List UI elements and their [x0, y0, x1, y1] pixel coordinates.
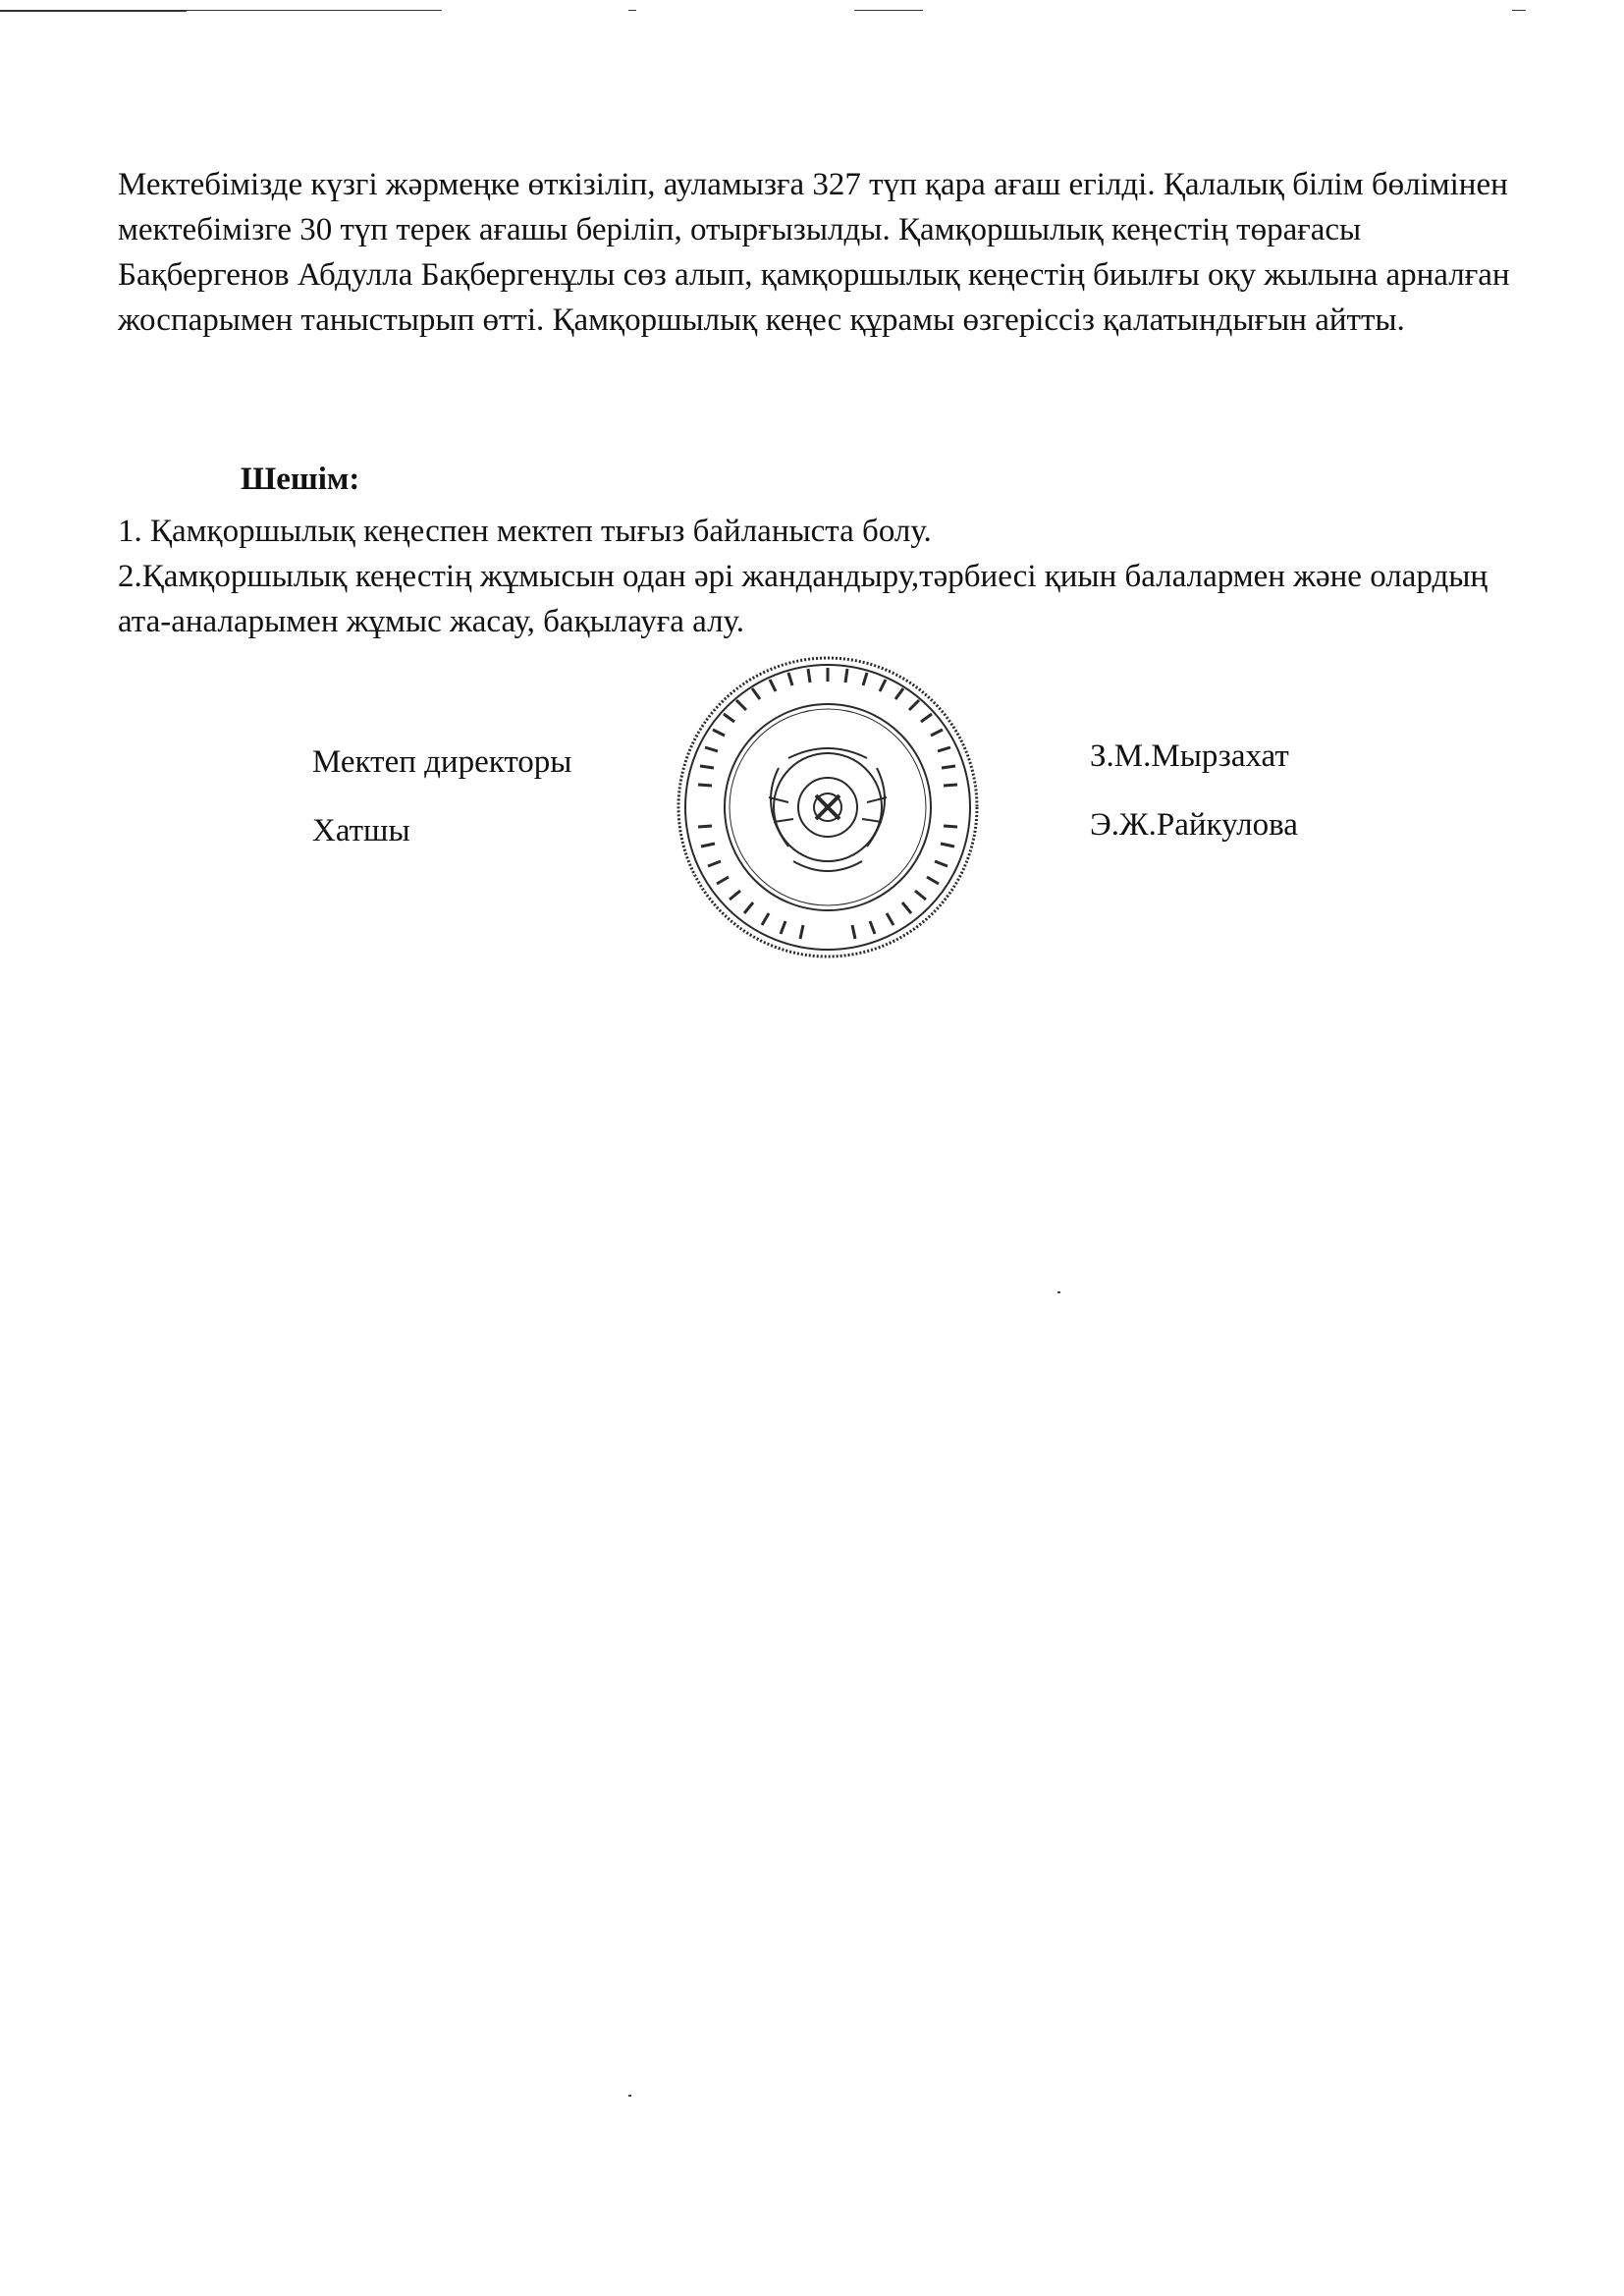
body-paragraph: Мектебімізде күзгі жәрмеңке өткізіліп, ауламызға 327 түп қара ағаш егілді. Қалалық білім бөлімінен мектебімізге 30 түп терек ағашы беріліп, отырғызылды. Қамқоршылық кеңестің төрағасы Бақбергенов Абдулла Бақбергенұлы сөз алып, қамқоршылық кеңестің биылғы оқу жылына арналған жоспарымен таныстырып өтті. Қамқоршылық кеңес құрамы өзгеріссіз қалатындығын айтты.: [118, 167, 1510, 338]
decision-item: 2.Қамқоршылық кеңестің жұмысын одан әрі жандандыру,тәрбиесі қиын балалармен және олардың ата-аналарымен жұмыс жасау, бақылауға алу.: [118, 559, 1489, 639]
scan-artifact-line: [0, 10, 187, 12]
director-name: З.М.Мырзахат: [1090, 738, 1289, 774]
scan-artifact-line: [854, 10, 923, 11]
director-title: Мектеп директоры: [312, 744, 572, 780]
decision-item: 1. Қамқоршылық кеңеспен мектеп тығыз байланыста болу.: [118, 514, 932, 549]
scan-speck: [628, 2095, 631, 2097]
scan-artifact-line: [187, 10, 442, 11]
secretary-title: Хатшы: [312, 813, 410, 848]
scan-speck: [1057, 1291, 1060, 1293]
scan-artifact-line: [1512, 10, 1526, 11]
secretary-name: Э.Ж.Райкулова: [1090, 807, 1298, 843]
scan-artifact-line: [628, 10, 636, 11]
document-body: [118, 162, 1512, 343]
decision-list: [118, 509, 1512, 644]
decision-heading: Шешім:: [241, 462, 360, 497]
round-official-seal-icon: [671, 650, 985, 964]
